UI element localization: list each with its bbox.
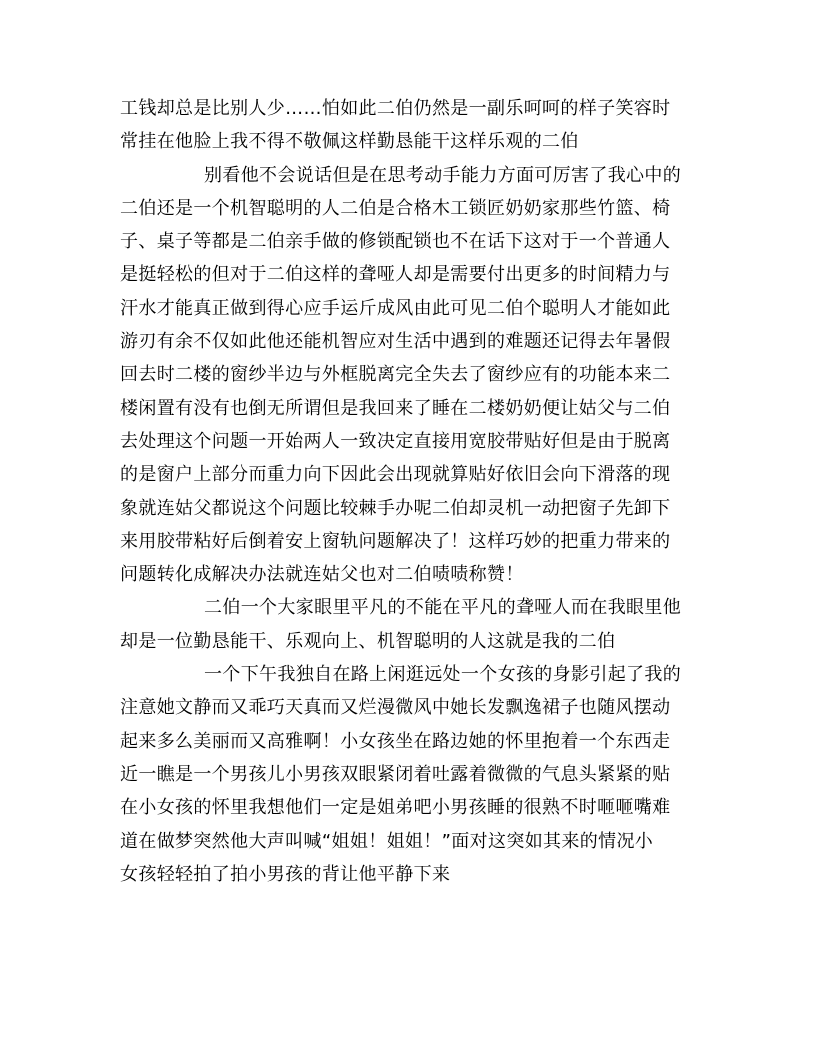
text-line: 子、桌子等都是二伯亲手做的修锁配锁也不在话下这对于一个普通人 [120,231,671,253]
text-line: 起来多么美丽而又高雅啊！小女孩坐在路边她的怀里抱着一个东西走 [120,730,671,752]
text-line: 在小女孩的怀里我想他们一定是姐弟吧小男孩睡的很熟不时咂咂嘴难 [120,797,671,819]
text-line: 象就连姑父都说这个问题比较棘手办呢二伯却灵机一动把窗子先卸下 [120,497,671,519]
text-line: 回去时二楼的窗纱半边与外框脱离完全失去了窗纱应有的功能本来二 [120,364,671,386]
text-line: 常挂在他脸上我不得不敬佩这样勤恳能干这样乐观的二伯 [120,131,579,153]
text-line: 二伯还是一个机智聪明的人二伯是合格木工锁匠奶奶家那些竹篮、椅 [120,197,671,219]
text-line: 女孩轻轻拍了拍小男孩的背让他平静下来 [120,863,451,885]
text-line: 汗水才能真正做到得心应手运斤成风由此可见二伯个聪明人才能如此 [120,297,671,319]
paragraph-start-line: 别看他不会说话但是在思考动手能力方面可厉害了我心中的 [204,164,682,186]
text-line: 的是窗户上部分而重力向下因此会出现就算贴好依旧会向下滑落的现 [120,464,671,486]
paragraph-start-line: 一个下午我独自在路上闲逛远处一个女孩的身影引起了我的 [204,664,682,686]
text-line: 注意她文静而又乖巧天真而又烂漫微风中她长发飘逸裙子也随风摆动 [120,697,671,719]
text-line: 去处理这个问题一开始两人一致决定直接用宽胶带贴好但是由于脱离 [120,430,671,452]
text-line: 来用胶带粘好后倒着安上窗轨问题解决了！这样巧妙的把重力带来的 [120,530,671,552]
paragraph-start-line: 二伯一个大家眼里平凡的不能在平凡的聋哑人而在我眼里他 [204,597,682,619]
body-text [120,92,700,891]
text-line: 问题转化成解决办法就连姑父也对二伯啧啧称赞！ [120,564,524,586]
text-line: 楼闲置有没有也倒无所谓但是我回来了睡在二楼奶奶便让姑父与二伯 [120,397,671,419]
text-line: 游刃有余不仅如此他还能机智应对生活中遇到的难题还记得去年暑假 [120,331,671,353]
text-line: 道在做梦突然他大声叫喊“姐姐！姐姐！”面对这突如其来的情况小 [120,830,654,852]
text-line: 却是一位勤恳能干、乐观向上、机智聪明的人这就是我的二伯 [120,630,616,652]
text-line: 工钱却总是比别人少……怕如此二伯仍然是一副乐呵呵的样子笑容时 [120,98,671,119]
text-line: 近一瞧是一个男孩儿小男孩双眼紧闭着吐露着微微的气息头紧紧的贴 [120,763,671,785]
text-line: 是挺轻松的但对于二伯这样的聋哑人却是需要付出更多的时间精力与 [120,264,671,286]
